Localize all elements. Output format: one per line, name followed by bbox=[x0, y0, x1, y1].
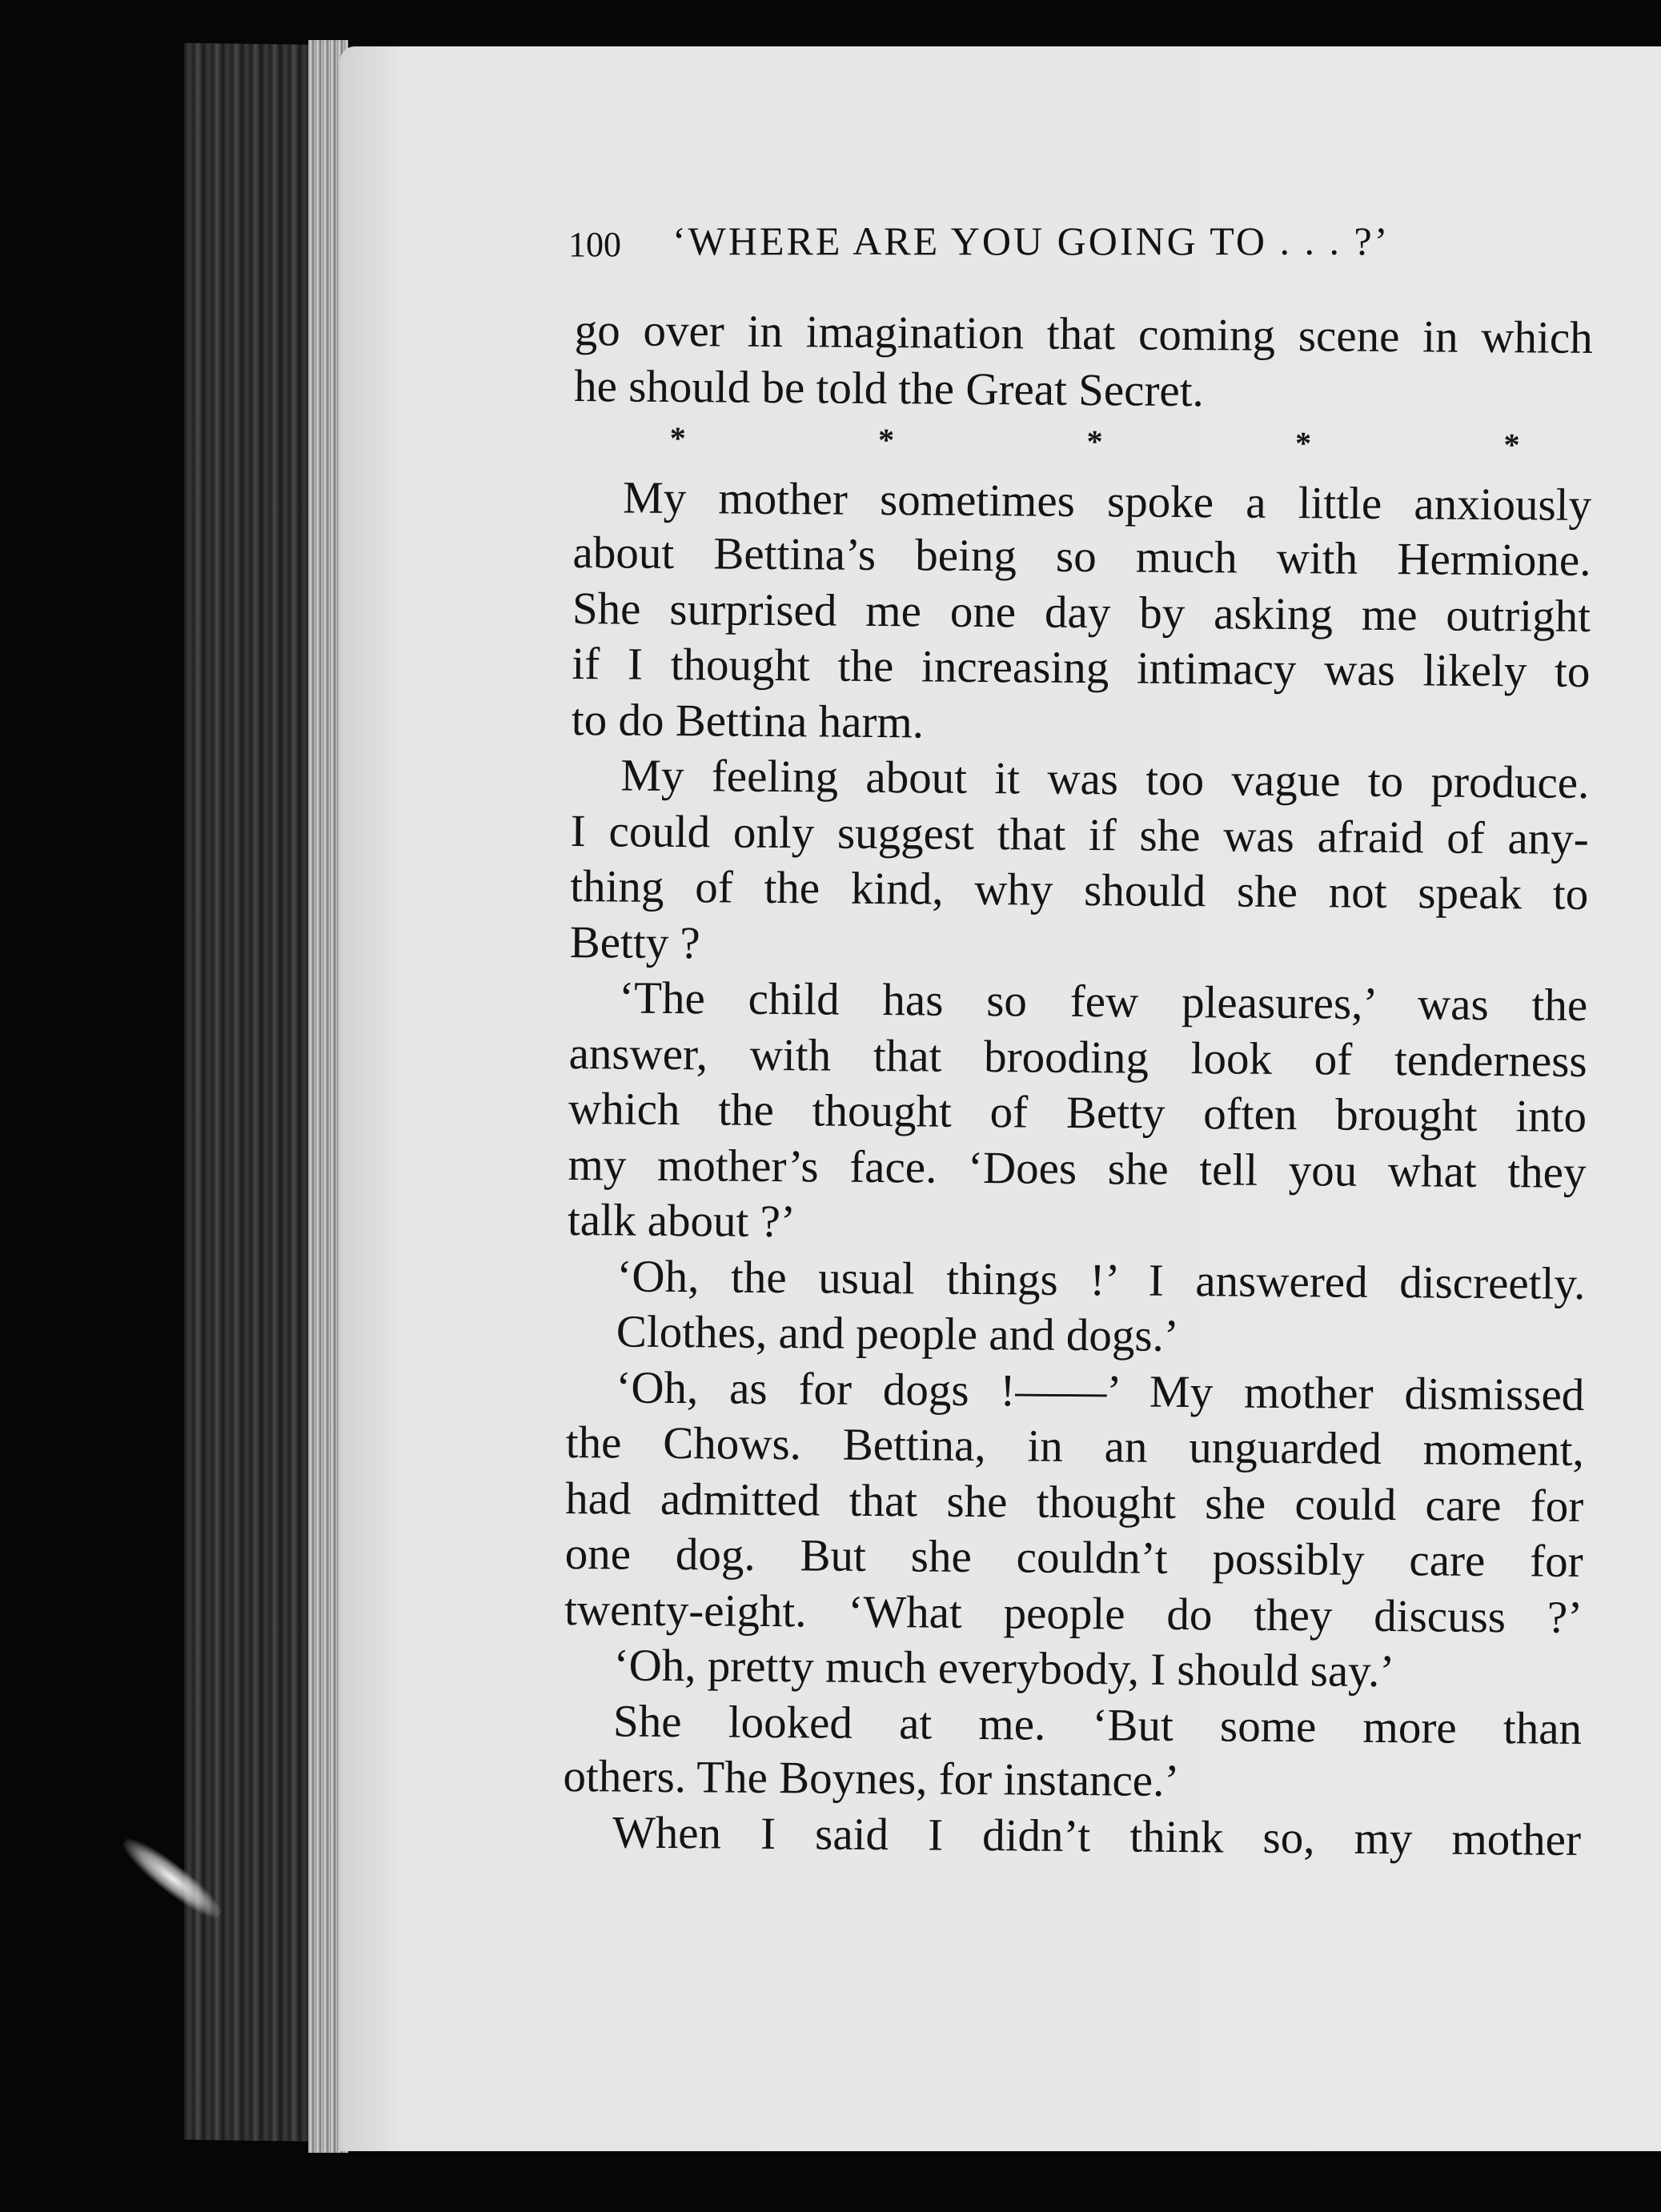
separator-star: * bbox=[1294, 425, 1312, 462]
body-text bbox=[563, 303, 1593, 1868]
separator-star: * bbox=[877, 421, 895, 459]
page-number: 100 bbox=[568, 225, 621, 264]
text-line: My feeling about it was too vague to produce. bbox=[620, 750, 1590, 808]
text-line: he should be told the Great Secret. bbox=[573, 360, 1205, 416]
section-separator bbox=[573, 414, 1592, 477]
text-line: I could only suggest that if she was afraid of any- bbox=[570, 805, 1590, 864]
text-line: to do Bettina harm. bbox=[571, 694, 925, 747]
text-line: go over in imagination that coming scene in which bbox=[574, 304, 1593, 363]
text-line: about Bettina’s being so much with Hermione. bbox=[572, 527, 1591, 586]
running-title: ‘WHERE ARE YOU GOING TO . . . ?’ bbox=[672, 218, 1390, 263]
text-line: She looked at me. ‘But some more than bbox=[612, 1695, 1583, 1754]
text-line: answer, with that brooding look of tenderness bbox=[568, 1028, 1587, 1087]
running-header bbox=[568, 218, 1609, 274]
text-line: thing of the kind, why should she not speak to bbox=[570, 860, 1589, 920]
text-line: ‘Oh, the usual things !’ I answered discreetly. bbox=[616, 1250, 1586, 1309]
separator-star: * bbox=[1503, 427, 1520, 463]
text-line: ‘The child has so few pleasures,’ was the bbox=[618, 972, 1588, 1031]
text-line: my mother’s face. ‘Does she tell you what they bbox=[568, 1139, 1587, 1198]
text-line: talk about ?’ bbox=[567, 1194, 796, 1248]
text-line: Betty ? bbox=[569, 916, 701, 968]
text-line: My mother sometimes spoke a little anxiously bbox=[622, 471, 1592, 531]
text-line: one dog. But she couldn’t possibly care for bbox=[564, 1528, 1583, 1587]
text-line: the Chows. Bettina, in an unguarded moment, bbox=[565, 1417, 1585, 1476]
text-line: When I said I didn’t think so, my mother bbox=[612, 1806, 1582, 1865]
text-line: Clothes, and people and dogs.’ bbox=[616, 1306, 1180, 1361]
text-line: which the thought of Betty often brought into bbox=[568, 1083, 1587, 1142]
text-line: She surprised me one day by asking me outright bbox=[572, 583, 1591, 642]
separator-star: * bbox=[1086, 423, 1103, 460]
text-line: ‘Oh, pretty much everybody, I should say.’ bbox=[613, 1640, 1395, 1697]
text-line: ‘Oh, as for dogs !——’ My mother dismissed bbox=[616, 1361, 1585, 1421]
text-line: twenty-eight. ‘What people do they discuss ?’ bbox=[564, 1584, 1583, 1643]
text-line: others. The Boynes, for instance.’ bbox=[563, 1750, 1180, 1806]
text-line: if I thought the increasing intimacy was likely to bbox=[572, 638, 1591, 697]
text-line: had admitted that she thought she could care for bbox=[565, 1473, 1584, 1532]
separator-star: * bbox=[669, 419, 686, 457]
